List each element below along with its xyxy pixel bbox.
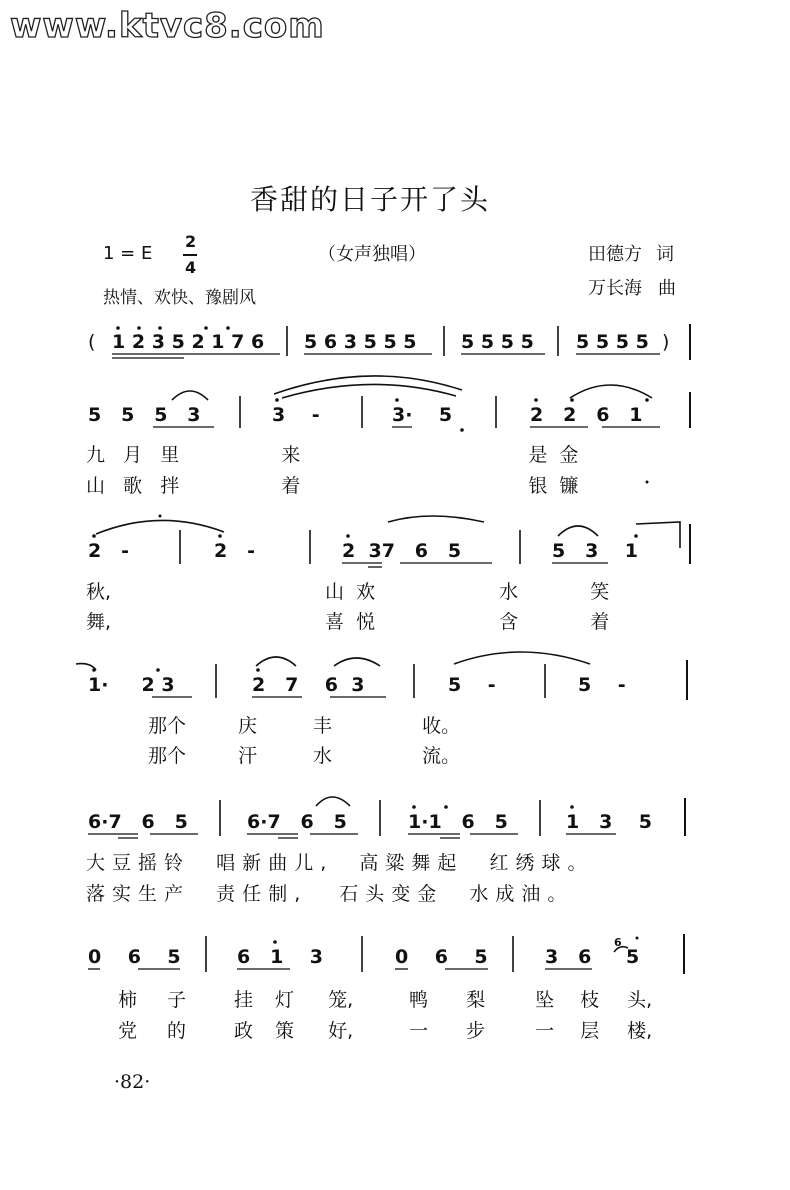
notes-intro-bar3: 5 5 5 5: [461, 331, 534, 353]
song-title: 香甜的日子开了头: [250, 183, 491, 216]
octave-dots: [92, 326, 649, 944]
lyrics-line4-verse2: 落实生产 责任制, 石头变金 水成油。: [86, 883, 574, 905]
final-note: 5: [626, 946, 640, 968]
time-signature-top: 2: [185, 232, 197, 251]
time-signature-bottom: 4: [185, 258, 197, 277]
notes-line3-bar2: 2 7 6 3: [252, 674, 365, 696]
notes-line2-bar2: 2 -: [214, 540, 255, 562]
composer-role: 曲: [658, 278, 676, 299]
notes-line4-bar2: 6·7 6 5: [247, 811, 347, 833]
notes-line3-bar4: 5 -: [578, 674, 626, 696]
lyrics-line1-verse1: 九 月 里 来 是 金: [86, 444, 579, 466]
composer-name: 万长海: [588, 278, 642, 299]
notes-intro-bar4: 5 5 5 5: [576, 331, 649, 353]
lyricist-name: 田德方: [588, 244, 642, 265]
repeat-close-paren: ): [662, 331, 670, 353]
notes-line2-bar3: 2 37 6 5: [342, 540, 462, 562]
lyricist-role: 词: [656, 244, 674, 265]
notes-line5-bar2: 6 1 3: [237, 946, 324, 968]
notes-line3-bar3: 5 -: [448, 674, 496, 696]
lyrics-line5-verse1: 柿 子 挂 灯 笼, 鸭 梨 坠 枝 头,: [118, 989, 653, 1011]
notes-line4-bar4: 1 3 5: [566, 811, 653, 833]
notes-intro-bar2: 5 6 3 5 5 5: [304, 331, 417, 353]
notes-line2-bar1: 2 -: [88, 540, 129, 562]
lyrics-line3-verse1: 那个 庆 丰 收。: [148, 715, 461, 737]
barlines: [180, 324, 690, 974]
lyrics-line2-verse2: 舞, 喜 悦 含 着: [86, 611, 610, 633]
notes-line5-bar1: 0 6 5: [88, 946, 181, 968]
tempo-marking: 热情、欢快、豫剧风: [103, 288, 256, 308]
page-number: ·82·: [114, 1071, 151, 1093]
beam-underlines: [88, 354, 660, 969]
notes-line1-bar4: 2 2 6 1: [530, 404, 643, 426]
notes-line1-bar1: 5 5 5 3: [88, 404, 201, 426]
notes-line1-bar3: 3· 5: [392, 404, 453, 426]
lyrics-line5-verse2: 党 的 政 策 好, 一 步 一 层 楼,: [118, 1020, 653, 1042]
lyrics-line4-verse1: 大豆摇铃 唱新曲儿, 高粱舞起 红绣球。: [86, 852, 594, 874]
notes-line3-bar1: 1· 2 3: [88, 674, 175, 696]
lyrics-line3-verse2: 那个 汗 水 流。: [148, 745, 461, 767]
notes-line5-bar4: 3 6: [545, 946, 592, 968]
lyrics-line1-verse2: 山 歌 拌 着 银 镰: [86, 475, 579, 497]
watermark: www.ktvc8.com: [10, 6, 325, 46]
notes-line5-bar3: 0 6 5: [395, 946, 488, 968]
slurs-ties: [76, 376, 680, 952]
notes-line1-bar2: 3 -: [272, 404, 320, 426]
notes-intro-bar1: 1 2 3 5 2 1 7 6: [112, 331, 265, 353]
performance-note: （女声独唱）: [318, 244, 426, 265]
notes-line4-bar1: 6·7 6 5: [88, 811, 188, 833]
repeat-open-paren: (: [88, 331, 96, 353]
notes-line2-bar4: 5 3 1: [552, 540, 639, 562]
notes-line4-bar3: 1·1 6 5: [408, 811, 508, 833]
lyrics-line2-verse1: 秋, 山 欢 水 笑: [86, 581, 610, 603]
key-signature: 1 = E: [103, 243, 153, 264]
grace-note: 6: [614, 936, 622, 949]
